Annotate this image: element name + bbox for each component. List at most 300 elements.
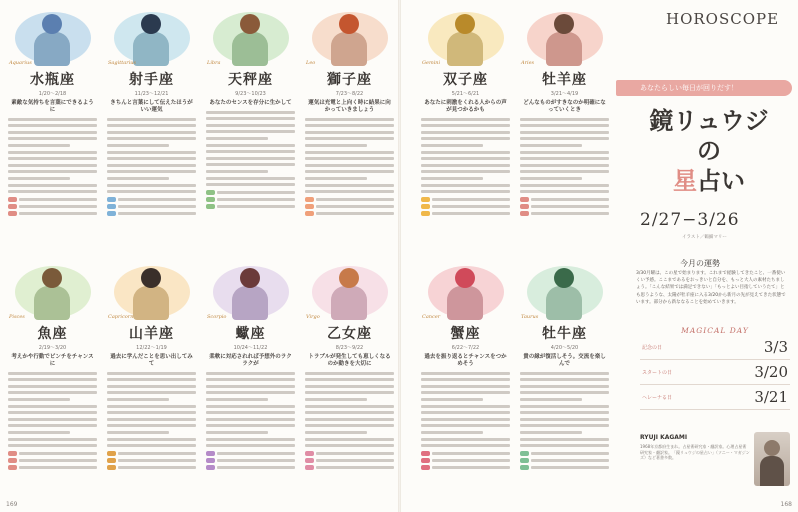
sign-card <box>104 8 199 254</box>
sign-body-text <box>5 118 100 194</box>
magical-day-date: 3/3 <box>763 338 788 356</box>
sign-english-name: Cancer <box>422 314 441 320</box>
text-line <box>107 438 196 441</box>
text-line <box>305 144 367 147</box>
sign-dates: 10/24〜11/22 <box>233 345 268 351</box>
sign-illustration <box>104 8 199 68</box>
text-line <box>305 131 394 134</box>
text-line <box>8 405 97 408</box>
text-line <box>421 391 510 394</box>
text-line <box>421 137 510 140</box>
sign-name: 射手座 <box>129 72 174 88</box>
text-line <box>421 170 510 173</box>
fortune-row <box>8 204 97 209</box>
text-line <box>421 177 483 180</box>
sign-dates: 11/23〜12/21 <box>134 91 169 97</box>
text-line <box>305 157 394 160</box>
text-line <box>520 137 609 140</box>
figure-body <box>546 286 582 320</box>
text-line <box>520 444 609 447</box>
sign-tagline: 素敵な気持ちを言葉にできるように <box>11 100 94 113</box>
sign-card <box>517 262 612 508</box>
text-line <box>305 391 394 394</box>
figure-head <box>141 14 161 34</box>
fortune-row <box>206 204 295 209</box>
fortune-label-badge <box>8 211 17 216</box>
text-line <box>206 144 295 147</box>
fortune-row <box>520 197 609 202</box>
figure-head <box>339 14 359 34</box>
text-line <box>316 459 394 462</box>
text-line <box>520 144 582 147</box>
sign-illustration <box>517 8 612 68</box>
text-line <box>118 459 196 462</box>
text-line <box>531 212 609 215</box>
text-line <box>432 198 510 201</box>
text-line <box>8 164 97 167</box>
text-line <box>520 164 609 167</box>
fortune-row <box>206 458 295 463</box>
page-gutter <box>398 0 401 512</box>
text-line <box>206 137 268 140</box>
text-line <box>8 177 70 180</box>
figure-body <box>447 32 483 66</box>
sign-tagline: きちんと言葉にして伝えたほうがいい運気 <box>110 100 193 113</box>
fortune-row <box>421 451 510 456</box>
sign-english-name: Leo <box>306 60 316 66</box>
sign-illustration <box>203 262 298 322</box>
text-line <box>8 144 70 147</box>
sign-illustration <box>203 8 298 68</box>
text-line <box>305 424 394 427</box>
text-line <box>432 459 510 462</box>
fortune-row <box>107 465 196 470</box>
text-line <box>421 190 510 193</box>
figure-body <box>133 286 169 320</box>
sign-dates: 8/23〜9/22 <box>335 345 364 351</box>
title-line-2: の <box>697 136 721 165</box>
text-line <box>107 157 196 160</box>
text-line <box>8 170 97 173</box>
text-line <box>8 372 97 375</box>
sign-dates: 12/22〜1/19 <box>136 345 167 351</box>
sign-dates: 1/20〜2/18 <box>38 91 67 97</box>
text-line <box>520 190 609 193</box>
fortune-label-badge <box>305 451 314 456</box>
fortune-label-badge <box>520 211 529 216</box>
text-line <box>421 418 510 421</box>
figure-head <box>339 268 359 288</box>
text-line <box>8 184 97 187</box>
sign-name: 牡牛座 <box>542 326 587 342</box>
fortune-label-badge <box>206 190 215 195</box>
figure-head <box>42 14 62 34</box>
fortune-label-badge <box>305 204 314 209</box>
fortune-label-badge <box>421 204 430 209</box>
text-line <box>432 452 510 455</box>
magical-day-type: スタートの日 <box>642 369 673 376</box>
text-line <box>520 405 609 408</box>
text-line <box>316 212 394 215</box>
text-line <box>206 391 295 394</box>
text-line <box>520 424 609 427</box>
fortune-label-badge <box>421 211 430 216</box>
sign-card <box>104 262 199 508</box>
text-line <box>531 452 609 455</box>
title-line-1: 鏡リュウジ <box>649 106 769 135</box>
text-line <box>206 424 295 427</box>
fortune-label-badge <box>421 458 430 463</box>
fortune-row <box>8 211 97 216</box>
text-line <box>107 137 196 140</box>
text-line <box>432 205 510 208</box>
text-line <box>107 398 169 401</box>
text-line <box>206 398 268 401</box>
sign-tagline: どんなものがすきなのか明確になっていくとき <box>523 100 606 113</box>
sign-tagline: 運気は充電と上向く時に結果に向かっていきましょう <box>308 100 391 113</box>
fortune-row <box>107 204 196 209</box>
fortune-row <box>305 211 394 216</box>
text-line <box>421 378 510 381</box>
luck-body: 3/30月曜は、この星で始まります。これまで経験してきたこと、一番使いくい予感。ここまであるをおっきいと自分を、もっと大人の素材たちましょう。「こんな結果では満足できない」「もっとよい目指していうたて」とも思うような、太陽が牡羊座に入る3/20から新月の先が見えてきた状態でいます。部分から新ななることを始めていきます。 <box>636 271 786 305</box>
fortune-row <box>421 211 510 216</box>
text-line <box>206 372 295 375</box>
text-line <box>520 131 609 134</box>
sign-tagline: 考えかや行動でピンチをチャンスに <box>11 354 94 367</box>
sign-name: 魚座 <box>37 326 68 342</box>
text-line <box>8 438 97 441</box>
text-line <box>432 212 510 215</box>
text-line <box>305 151 394 154</box>
text-line <box>305 170 394 173</box>
sign-illustration <box>418 8 513 68</box>
figure-body <box>546 32 582 66</box>
fortune-label-badge <box>107 211 116 216</box>
sign-english-name: Taurus <box>521 314 539 320</box>
figure-head <box>240 14 260 34</box>
sign-card <box>5 8 100 254</box>
figure-head <box>455 268 475 288</box>
sign-english-name: Virgo <box>306 314 320 320</box>
fortune-label-badge <box>107 204 116 209</box>
sign-name: 蟹座 <box>450 326 481 342</box>
text-line <box>118 205 196 208</box>
sign-english-name: Sagittarius <box>108 60 136 66</box>
text-line <box>206 385 295 388</box>
fortune-row <box>107 451 196 456</box>
fortune-row <box>8 465 97 470</box>
text-line <box>520 398 582 401</box>
fortune-row <box>305 197 394 202</box>
figure-body <box>133 32 169 66</box>
text-line <box>8 118 97 121</box>
text-line <box>305 378 394 381</box>
sign-name: 双子座 <box>443 72 488 88</box>
text-line <box>206 177 295 180</box>
fortune-label-badge <box>520 197 529 202</box>
feature-title <box>634 106 784 196</box>
text-line <box>107 170 196 173</box>
figure-head <box>42 268 62 288</box>
text-line <box>8 378 97 381</box>
text-line <box>432 466 510 469</box>
text-line <box>520 378 609 381</box>
text-line <box>8 157 97 160</box>
text-line <box>107 177 169 180</box>
text-line <box>520 157 609 160</box>
text-line <box>206 163 295 166</box>
fortune-row <box>421 204 510 209</box>
sign-dates: 4/20〜5/20 <box>550 345 579 351</box>
sign-tagline: 貴の縁が復活しそう。交流を楽しんで <box>523 354 606 367</box>
author-bio: 1968年京都府生まれ。占星術研究家・翻訳家。心理占星術研究家・翻訳家。「鏡リュウジの星占い」（ソニー・マガジンズ）など著書多数。 <box>640 444 750 461</box>
text-line <box>206 117 295 120</box>
text-line <box>421 431 483 434</box>
text-line <box>206 111 295 114</box>
feature-subtitle: あなたらしい毎日が回りだす！ <box>616 80 792 96</box>
fortune-label-badge <box>305 465 314 470</box>
text-line <box>107 411 196 414</box>
text-line <box>8 137 97 140</box>
text-line <box>107 405 196 408</box>
sign-body-text <box>302 372 397 448</box>
figure-body <box>447 286 483 320</box>
figure-body <box>232 286 268 320</box>
text-line <box>421 157 510 160</box>
text-line <box>107 378 196 381</box>
fortune-label-badge <box>520 465 529 470</box>
fortune-row <box>520 211 609 216</box>
figure-body <box>331 286 367 320</box>
text-line <box>520 124 609 127</box>
text-line <box>107 164 196 167</box>
text-line <box>107 190 196 193</box>
text-line <box>8 431 70 434</box>
sign-english-name: Aries <box>521 60 535 66</box>
sign-tagline: トラブルが発生しても恵しくなるのか動きを大切に <box>308 354 391 367</box>
fortune-row <box>8 458 97 463</box>
text-line <box>305 444 394 447</box>
sign-card <box>203 8 298 254</box>
text-line <box>107 444 196 447</box>
sign-illustration <box>517 262 612 322</box>
text-line <box>107 418 196 421</box>
text-line <box>8 385 97 388</box>
fortune-row <box>206 190 295 195</box>
fortune-row <box>107 197 196 202</box>
text-line <box>316 198 394 201</box>
text-line <box>8 190 97 193</box>
text-line <box>305 438 394 441</box>
sign-english-name: Gemini <box>422 60 441 66</box>
luck-title: 今月の運勢 <box>680 259 720 268</box>
text-line <box>520 385 609 388</box>
text-line <box>206 444 295 447</box>
title-rest: 占い <box>697 166 745 195</box>
sign-dates: 6/22〜7/22 <box>451 345 480 351</box>
text-line <box>19 198 97 201</box>
text-line <box>206 130 295 133</box>
text-line <box>421 118 510 121</box>
text-line <box>421 151 510 154</box>
text-line <box>206 405 295 408</box>
text-line <box>217 205 295 208</box>
fortune-row <box>8 451 97 456</box>
fortune-label-badge <box>305 458 314 463</box>
fortune-label-badge <box>107 197 116 202</box>
text-line <box>118 198 196 201</box>
sign-dates: 5/21〜6/21 <box>451 91 480 97</box>
text-line <box>217 198 295 201</box>
text-line <box>206 150 295 153</box>
fortune-label-badge <box>107 458 116 463</box>
text-line <box>206 183 295 186</box>
magical-day-box <box>640 326 790 410</box>
text-line <box>19 459 97 462</box>
author-photo-head <box>764 440 780 456</box>
fortune-label-badge <box>206 458 215 463</box>
sign-card <box>302 262 397 508</box>
title-highlight: 星 <box>673 166 697 195</box>
text-line <box>8 444 97 447</box>
section-title: HOROSCOPE <box>666 10 780 28</box>
fortune-label-badge <box>107 451 116 456</box>
text-line <box>8 398 70 401</box>
sign-dates: 2/19〜3/20 <box>38 345 67 351</box>
fortune-label-badge <box>206 197 215 202</box>
fortune-label-badge <box>520 204 529 209</box>
fortune-label-badge <box>107 465 116 470</box>
fortune-row <box>421 458 510 463</box>
text-line <box>305 405 394 408</box>
text-line <box>8 391 97 394</box>
fortune-label-badge <box>206 204 215 209</box>
text-line <box>520 372 609 375</box>
text-line <box>305 411 394 414</box>
fortune-row <box>107 458 196 463</box>
text-line <box>107 391 196 394</box>
title-line-3 <box>634 166 784 196</box>
text-line <box>107 184 196 187</box>
sign-body-text <box>302 118 397 194</box>
text-line <box>206 124 295 127</box>
figure-body <box>232 32 268 66</box>
text-line <box>206 157 295 160</box>
text-line <box>531 466 609 469</box>
sign-tagline: 過去に学んだことを思い出してみて <box>110 354 193 367</box>
sign-card <box>418 8 513 254</box>
sign-name: 牡羊座 <box>542 72 587 88</box>
text-line <box>8 418 97 421</box>
text-line <box>107 118 196 121</box>
text-line <box>8 411 97 414</box>
text-line <box>305 431 367 434</box>
text-line <box>8 151 97 154</box>
text-line <box>118 212 196 215</box>
text-line <box>316 466 394 469</box>
figure-head <box>554 14 574 34</box>
text-line <box>421 438 510 441</box>
text-line <box>107 424 196 427</box>
fortune-row <box>520 458 609 463</box>
text-line <box>421 405 510 408</box>
sign-tagline: 過去を振り返るとチャンスをつかめそう <box>424 354 507 367</box>
page-number-right: 168 <box>780 501 792 508</box>
figure-head <box>455 14 475 34</box>
text-line <box>421 124 510 127</box>
text-line <box>305 385 394 388</box>
text-line <box>19 466 97 469</box>
text-line <box>107 144 169 147</box>
fortune-label-badge <box>421 197 430 202</box>
text-line <box>8 124 97 127</box>
text-line <box>206 411 295 414</box>
fortune-row <box>305 204 394 209</box>
figure-body <box>331 32 367 66</box>
text-line <box>520 177 582 180</box>
magical-day-date: 3/20 <box>754 363 788 381</box>
text-line <box>520 411 609 414</box>
sign-dates: 3/21〜4/19 <box>550 91 579 97</box>
text-line <box>305 177 367 180</box>
fortune-label-badge <box>8 465 17 470</box>
sign-english-name: Aquarius <box>9 60 32 66</box>
sign-illustration <box>5 262 100 322</box>
text-line <box>217 459 295 462</box>
sign-name: 蠍座 <box>235 326 266 342</box>
text-line <box>520 418 609 421</box>
sign-illustration <box>5 8 100 68</box>
text-line <box>305 124 394 127</box>
fortune-row <box>206 197 295 202</box>
magical-day-date: 3/21 <box>754 388 788 406</box>
magical-day-row <box>640 385 790 410</box>
figure-head <box>240 268 260 288</box>
sign-card <box>418 262 513 508</box>
text-line <box>206 378 295 381</box>
fortune-row <box>520 204 609 209</box>
text-line <box>118 466 196 469</box>
text-line <box>421 372 510 375</box>
text-line <box>520 438 609 441</box>
text-line <box>520 151 609 154</box>
sign-body-text <box>517 372 612 448</box>
text-line <box>8 131 97 134</box>
text-line <box>19 212 97 215</box>
text-line <box>206 170 268 173</box>
fortune-label-badge <box>206 451 215 456</box>
fortune-label-badge <box>421 451 430 456</box>
fortune-label-badge <box>421 465 430 470</box>
text-line <box>206 431 268 434</box>
sign-body-text <box>104 372 199 448</box>
sign-tagline: 柔軟に対応されれば予想外のラクラクが <box>209 354 292 367</box>
text-line <box>520 391 609 394</box>
fortune-row <box>206 465 295 470</box>
magical-day-row <box>640 360 790 385</box>
fortune-label-badge <box>520 451 529 456</box>
sign-english-name: Pisces <box>9 314 25 320</box>
text-line <box>520 170 609 173</box>
magical-day-row <box>640 335 790 360</box>
fortune-row <box>520 451 609 456</box>
sign-tagline: あなたに刺激をくれる人からの声が見つかるかも <box>424 100 507 113</box>
fortune-row <box>305 458 394 463</box>
text-line <box>217 191 295 194</box>
sign-card <box>302 8 397 254</box>
magical-day-rows <box>640 335 790 410</box>
text-line <box>305 164 394 167</box>
